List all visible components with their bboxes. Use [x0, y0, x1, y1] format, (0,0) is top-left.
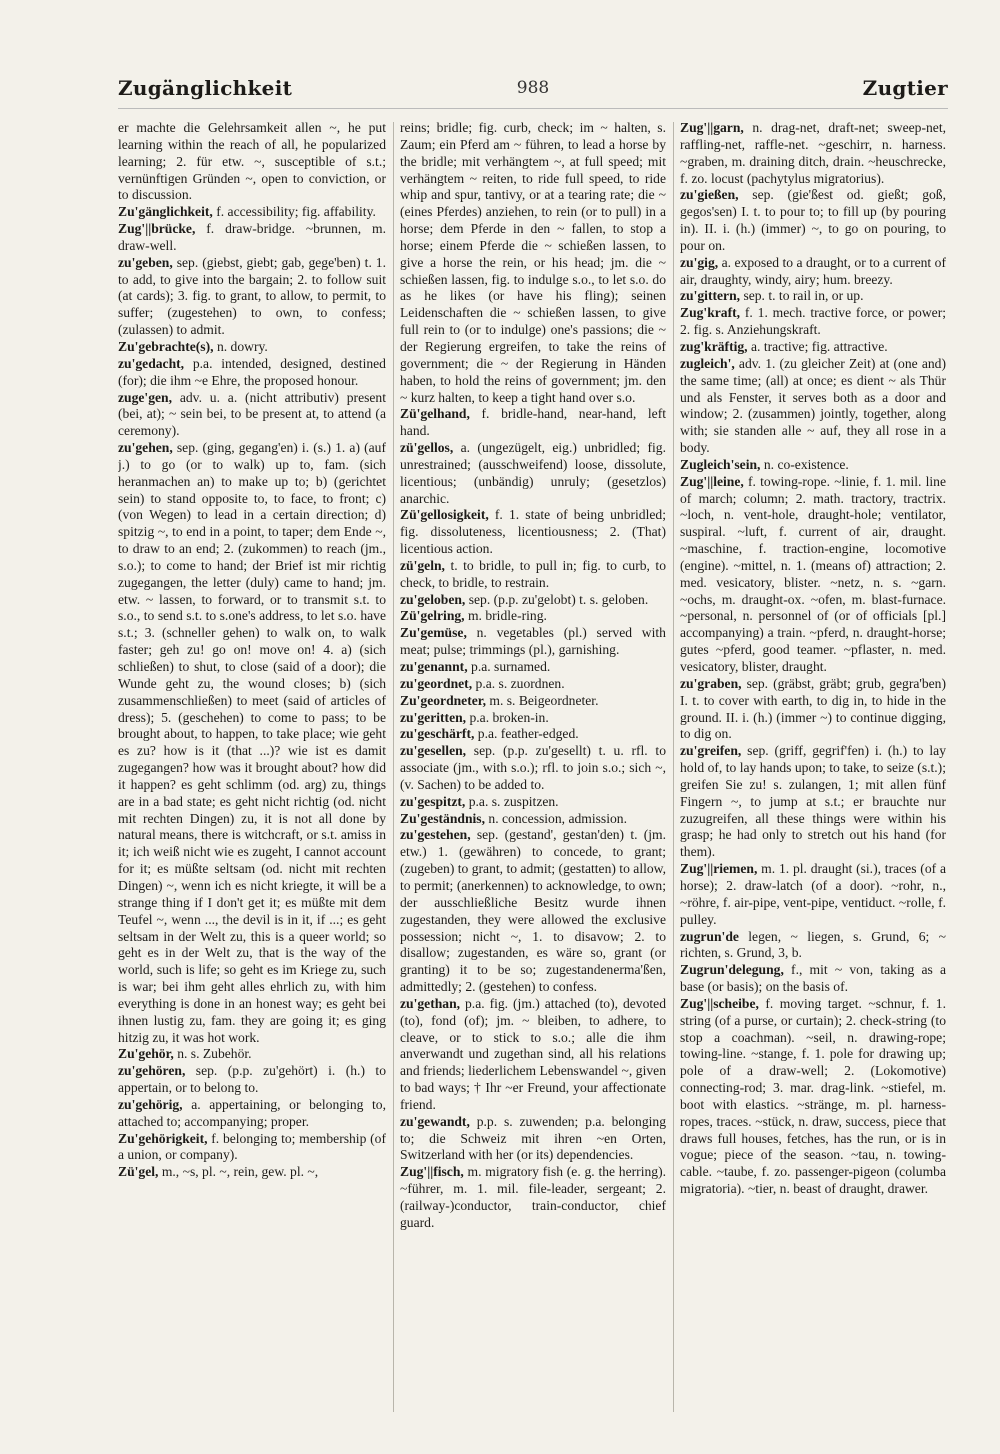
entry-headword: zu'gesellen,: [400, 743, 467, 759]
entry-definition: m. migratory fish (e. g. the herring). ~führer, m. 1. mil. file-leader, sergeant; 2. (railway-)conductor, train-conductor, chief guard.: [400, 1164, 666, 1230]
dictionary-entry: [118, 356, 386, 390]
dictionary-entry: [118, 1097, 386, 1131]
dictionary-entry: [680, 305, 946, 339]
entry-headword: zu'geordnet,: [400, 675, 473, 691]
dictionary-entry: [680, 255, 946, 289]
header-right-catchword: Zugtier: [862, 76, 948, 100]
entry-headword: zugleich',: [680, 355, 735, 371]
entry-headword: zu'gig,: [680, 254, 719, 270]
page-number: 988: [516, 78, 550, 98]
entry-headword: Zu'gebrachte(s),: [118, 338, 214, 354]
entry-headword: zug'kräftig,: [680, 338, 748, 354]
entry-definition: legen, ~ liegen, s. Grund, 6; ~ richten, s. Grund, 3, b.: [680, 928, 946, 961]
dictionary-entry: [118, 339, 386, 356]
entry-definition: sep. (gie'ßest od. gießt; goß, gegos'sen) I. t. to pour to; to fill up (by pouring in). II. i. (h.) (immer) ~, to go on pouring, to pour on.: [680, 187, 946, 253]
entry-headword: zu'greifen,: [680, 743, 742, 759]
dictionary-entry: [118, 1046, 386, 1063]
dictionary-entry: [400, 794, 666, 811]
dictionary-entry: [400, 996, 666, 1114]
dictionary-entry: [680, 474, 946, 676]
dictionary-entry: [680, 962, 946, 996]
column-1: [118, 120, 386, 1435]
entry-headword: zu'gießen,: [680, 187, 739, 203]
header-rule: [118, 108, 948, 109]
entry-definition: sep. (griff, gegrif'fen) i. (h.) to lay hold of, to lay hands upon; to take, to seize (s.t.); greifen Sie zu! s. zulangen, 1; mit allen fünf Fingern ~, to jump at s.t.; er brauchte nur zuzugreifen, all these things were within his grasp; he had only to stretch out his hand (for them).: [680, 743, 946, 860]
column-2: [400, 120, 666, 1435]
entry-headword: Zugleich'sein,: [680, 456, 761, 472]
dictionary-entry: [400, 1114, 666, 1165]
dictionary-entry: [680, 187, 946, 254]
dictionary-entry: [118, 440, 386, 1046]
column-3: [680, 120, 946, 1435]
entry-headword: Zu'gehör,: [118, 1046, 174, 1062]
entry-definition: sep. (gräbst, gräbt; grub, gegra'ben) I. t. to cover with earth, to dig in, to hide in the ground. II. i. (h.) (immer ~) to continue digging, to dig on.: [680, 675, 946, 742]
entry-definition: n. concession, admission.: [488, 810, 627, 826]
entry-headword: Zu'geständnis,: [400, 810, 485, 826]
dictionary-entry: [400, 625, 666, 659]
dictionary-entry: [400, 592, 666, 609]
entry-headword: zu'geritten,: [400, 709, 467, 725]
dictionary-entry: [118, 390, 386, 441]
entry-headword: zu'gethan,: [400, 995, 461, 1011]
entry-headword: Zugrun'delegung,: [680, 962, 784, 978]
entry-headword: zu'geben,: [118, 254, 173, 270]
entry-definition: er machte die Gelehrsamkeit allen ~, he put learning within the reach of all, he popularized learning; 2. für etw. ~, susceptible of s.t.; vernünftigen Gründen ~, open to conviction, or to discussion.: [118, 120, 386, 203]
dictionary-entry: [400, 743, 666, 794]
entry-definition: f. 1. state of being unbridled; fig. dissoluteness, licentiousness; 2. (That) licentious action.: [400, 507, 666, 557]
dictionary-entry: [118, 204, 386, 221]
entry-definition: sep. t. to rail in, or up.: [743, 288, 864, 304]
entry-definition: p.a. feather-edged.: [477, 726, 579, 742]
dictionary-entry: [118, 1164, 386, 1181]
dictionary-entry: [400, 811, 666, 828]
entry-definition: f. 1. mech. tractive force, or power; 2. fig. s. Anziehungskraft.: [680, 305, 946, 338]
entry-definition: adv. 1. (zu gleicher Zeit) at (one and) the same time; (all) at once; es dient ~ als Thür und als Fenster, it serves both as a door and window; 2. (zusammen) jointly, together, along with; sie standen alle ~ auf, they all rose in a body.: [680, 355, 946, 456]
entry-definition: p.a. s. zuspitzen.: [468, 793, 559, 809]
dictionary-entry: [680, 339, 946, 356]
dictionary-entry: [400, 608, 666, 625]
entry-definition: t. to bridle, to pull in; fig. to curb, to check, to bridle, to restrain.: [400, 557, 666, 590]
entry-headword: Zu'gehörigkeit,: [118, 1130, 208, 1146]
dictionary-entry: [400, 507, 666, 558]
entry-headword: Zug'||fisch,: [400, 1164, 464, 1180]
dictionary-entry: [400, 693, 666, 710]
entry-headword: zu'gehen,: [118, 440, 173, 456]
entry-headword: Zug'||riemen,: [680, 861, 758, 877]
entry-headword: Zug'||brücke,: [118, 221, 196, 237]
dictionary-entry: [680, 120, 946, 187]
entry-definition: sep. (ging, gegang'en) i. (s.) 1. a) (auf j.) to go (or to walk) up to, fam. (sich heranmachen an) to make up to; b) (gerichtet sein) to stand opposite to, to face, to front; c) (von Wegen) to lead in a certain direction; d) spitzig ~, to end in a point, to taper; dem Ende ~, to draw to an end; 2. (zukommen) to reach (jm., s.o.); to come to hand; der Brief ist mir richtig zugegangen, the letter (duly) came to hand; jm. etw. ~ lassen, to forward, or to transmit s.t. to s.o., to send s.t. to s.one's address, to let s.o. have s.t.; 3. (schneller gehen) to walk on, to walk faster; geh zu! go on! move on! 4. a) (sich schließen) to shut, to close (said of a door); die Wunde geht zu, the wound closes; b) (sich zusammenschließen) to meet (said of articles of dress); 5. (geschehen) to come to pass; to be brought about, to happen, to take place; wie geht es zu? how is it (that ...)? wie ist es damit zugegangen? how was it brought about? how did it happen? es geht schlimm (od. arg) zu, things are in a bad state; es geht nicht richtig (od. nicht mit rechten Dingen) zu, it is not all done by natural means, there is witchcraft, or s.t. amiss in it; ich weiß nicht wie es zugeht, I cannot account for it; es müßte seltsam (od. nicht mit rechten Dingen) ~, wenn ich es nicht kriegte, it will be a strange thing if I don't get it; es müßte mit dem Teufel ~, wenn ..., the devil is in it, if ...; es geht seltsam in der Welt zu, this is a queer world; so geht es in der Welt zu, that is the way of the world, such is life; so geht es im Kriege zu, such is war; bei ihm geht alles ehrlich zu, with him everything is done in an honest way; es geht bei ihnen lustig zu, fam. they are going it; es ging hitzig zu, it was hot work.: [118, 440, 386, 1045]
entry-headword: zü'gellos,: [400, 440, 454, 456]
dictionary-entry: [680, 288, 946, 305]
dictionary-entry: [118, 221, 386, 255]
entry-headword: zu'gehören,: [118, 1063, 186, 1079]
entry-definition: a. tractive; fig. attractive.: [751, 338, 888, 354]
entry-headword: Zu'gänglichkeit,: [118, 204, 213, 220]
dictionary-entry: [400, 558, 666, 592]
entry-headword: zu'gedacht,: [118, 355, 185, 371]
entry-definition: sep. (giebst, giebt; gab, gege'ben) t. 1. to add, to give into the bargain; 2. to follow suit (at cards); 3. fig. to grant, to allow, to permit, to suffer; (zugestehen) to own, to confess; (zulassen) to admit.: [118, 254, 386, 338]
dictionary-entry: [680, 457, 946, 474]
dictionary-entry: [118, 1131, 386, 1165]
dictionary-entry: [400, 120, 666, 406]
entry-headword: zu'gehörig,: [118, 1096, 183, 1112]
entry-definition: f. bridle-hand, near-hand, left hand.: [400, 406, 666, 439]
entry-definition: a. (ungezügelt, eig.) unbridled; fig. unrestrained; (ausschweifend) loose, dissolute, licentious; (unbändig) unruly; (gesetzlos) anarchic.: [400, 440, 666, 506]
entry-definition: f., mit ~ von, taking as a base (or basis); on the basis of.: [680, 962, 946, 995]
entry-headword: Zü'gellosigkeit,: [400, 507, 489, 523]
entry-headword: zu'graben,: [680, 675, 742, 691]
dictionary-entry: [400, 726, 666, 743]
dictionary-entry: [680, 929, 946, 963]
dictionary-entry: [118, 255, 386, 339]
dictionary-entry: [118, 1063, 386, 1097]
entry-definition: p.p. s. zuwenden; p.a. belonging to; die Schweiz mit ihren ~en Orten, Switzerland with her (or its) dependencies.: [400, 1113, 666, 1163]
entry-definition: n. co-existence.: [763, 456, 849, 472]
entry-definition: f. moving target. ~schnur, f. 1. string (of a purse, or curtain); 2. check-string (to stop a coachman). ~seil, n. drawing-rope; towing-line. ~stange, f. 1. pole for drawing up; pole of a draw-well; 2. (Lokomotive) connecting-rod; 3. mar. drag-link. ~stiefel, m. boot with elastics. ~stränge, m. pl. harness-ropes, traces. ~stück, n. draw, success, piece that draws full houses, fetches, has the run, or is in vogue; piece of the season. ~tau, n. towing-cable. ~taube, f. zo. passenger-pigeon (columba migratoria). ~tier, n. beast of draught, drawer.: [680, 995, 946, 1197]
entry-definition: sep. (gestand', gestan'den) t. (jm. etw.) 1. (gewähren) to concede, to grant; (zugeben) to grant, to admit; (gestatten) to allow, to permit; (anerkennen) to acknowledge, to own; der ausschließliche Besitz wurde ihnen zugestanden, they were allowed the exclusive possession; nicht ~, 1. to disavow; 2. to disallow; zugestanden, es wäre so, grant (or granting) it to be so; zugestandenerma'ßen, admittedly; 2. (gestehen) to confess.: [400, 827, 666, 995]
entry-headword: zu'geschärft,: [400, 726, 475, 742]
entry-headword: Zug'||leine,: [680, 473, 744, 489]
entry-headword: zu'geloben,: [400, 591, 466, 607]
entry-definition: p.a. intended, designed, destined (for); die ihm ~e Ehre, the proposed honour.: [118, 355, 386, 388]
entry-headword: Zü'gelhand,: [400, 406, 470, 422]
entry-definition: p.a. broken-in.: [469, 709, 549, 725]
entry-headword: zugrun'de: [680, 928, 739, 944]
dictionary-entry: [400, 676, 666, 693]
dictionary-entry: [400, 1164, 666, 1231]
page-header: [118, 76, 948, 106]
entry-definition: f. accessibility; fig. affability.: [216, 204, 376, 220]
entry-definition: m. 1. pl. draught (si.), traces (of a horse); 2. draw-latch (of a door). ~rohr, n., ~röhre, f. air-pipe, vent-pipe, ventiduct. ~rolle, f. pulley.: [680, 861, 946, 927]
entry-definition: m. s. Beigeordneter.: [489, 692, 599, 708]
dictionary-entry: [118, 120, 386, 204]
entry-definition: a. exposed to a draught, or to a current of air, draughty, windy, airy; hum. breezy.: [680, 254, 946, 287]
header-left-catchword: Zugänglichkeit: [118, 76, 293, 100]
entry-headword: Zu'gemüse,: [400, 625, 467, 641]
entry-headword: zuge'gen,: [118, 389, 172, 405]
entry-definition: p.a. s. zuordnen.: [475, 675, 565, 691]
column-divider: [673, 122, 674, 1412]
entry-definition: sep. (p.p. zu'gesellt) t. u. rfl. to associate (jm., with s.o.); rfl. to join s.o.; sich ~, (v. Sachen) to be added to.: [400, 743, 666, 792]
dictionary-entry: [400, 827, 666, 995]
entry-definition: adv. u. a. (nicht attributiv) present (bei, at); ~ sein bei, to be present at, to attend (a ceremony).: [118, 389, 386, 439]
entry-definition: a. appertaining, or belonging to, attached to; accompanying; proper.: [118, 1096, 386, 1129]
entry-headword: Zug'||garn,: [680, 120, 744, 135]
entry-definition: p.a. fig. (jm.) attached (to), devoted (to), fond (of); jm. ~ bleiben, to adhere, to cleave, or to stick to s.o.; alle die ihm anverwandt und zugethan sind, all his relations and friends; liederlichem Lebenswandel ~, given to bad ways; † Ihr ~er Freund, your affectionate friend.: [400, 995, 666, 1112]
entry-headword: Zug'kraft,: [680, 305, 741, 321]
entry-definition: reins; bridle; fig. curb, check; im ~ halten, s. Zaum; ein Pferd am ~ führen, to lead a horse by the bridle; mit verhängtem ~, at full speed; mit verhängtem ~ reiten, to ride full speed, to ride whip and spur, tantivy, or at a tearing rate; die ~ (eines Pferdes) anziehen, to rein (or to pull) in a horse; dem Pferde in den ~ fallen, to stop a horse; einem Pferde die ~ schießen lassen, to give a horse the rein, or his head; jm. die ~ schießen lassen, fig. to indulge s.o., to let s.o. do as he likes (or have his fling); seinen Leidenschaften die ~ schießen lassen, to give full rein to (or to indulge) one's passions; die ~ der Regierung ergreifen, to take the reins of government; die ~ der Regierung in Händen haben, to hold the reins of government; jm. den ~ kurz halten, to keep a tight hand over s.o.: [400, 120, 666, 405]
entry-definition: n. vegetables (pl.) served with meat; pulse; trimmings (pl.), garnishing.: [400, 625, 666, 658]
entry-definition: n. drag-net, draft-net; sweep-net, raffling-net, raffle-net. ~geschirr, n. harness. ~graben, m. draining ditch, drain. ~heuschrecke, f. zo. locust (pachytylus migratorius).: [680, 120, 946, 186]
dictionary-entry: [400, 406, 666, 440]
entry-definition: f. belonging to; membership (of a union, or company).: [118, 1130, 386, 1163]
entry-definition: m. bridle-ring.: [467, 608, 547, 624]
dictionary-entry: [680, 861, 946, 928]
entry-headword: zü'geln,: [400, 557, 445, 573]
dictionary-entry: [400, 440, 666, 507]
entry-definition: sep. (p.p. zu'gehört) i. (h.) to appertain, or to belong to.: [118, 1063, 386, 1096]
entry-headword: zu'gittern,: [680, 288, 741, 304]
entry-definition: f. draw-bridge. ~brunnen, m. draw-well.: [118, 221, 386, 253]
dictionary-entry: [680, 356, 946, 457]
entry-headword: zu'genannt,: [400, 659, 468, 674]
dictionary-entry: [400, 659, 666, 676]
entry-definition: n. s. Zubehör.: [177, 1046, 252, 1062]
entry-headword: Zü'gel,: [118, 1164, 159, 1180]
entry-headword: Zü'gelring,: [400, 608, 465, 624]
entry-headword: zu'gewandt,: [400, 1113, 470, 1129]
dictionary-entry: [680, 743, 946, 861]
dictionary-entry: [680, 996, 946, 1198]
entry-definition: p.a. surnamed.: [471, 659, 551, 674]
entry-definition: m., ~s, pl. ~, rein, gew. pl. ~,: [161, 1164, 319, 1180]
entry-definition: n. dowry.: [216, 338, 268, 354]
column-divider: [393, 122, 394, 1412]
entry-headword: Zu'geordneter,: [400, 692, 486, 708]
entry-headword: zu'gespitzt,: [400, 793, 466, 809]
dictionary-entry: [400, 710, 666, 727]
entry-definition: sep. (p.p. zu'gelobt) t. s. geloben.: [468, 591, 649, 607]
entry-definition: f. towing-rope. ~linie, f. 1. mil. line of march; column; 2. math. tractory, tractrix. ~loch, n. vent-hole, draught-hole; ventilator, suspiral. ~luft, f. current of air, draught. ~maschine, f. traction-engine, locomotive (engine). ~mittel, n. 1. (means of) attraction; 2. med. vesicatory, blister. ~netz, n. s. ~garn. ~ochs, m. draught-ox. ~ofen, m. blast-furnace. ~personal, n. personnel of (or of officials [pl.] accompanying) a train. ~pferd, n. draught-horse; gutes ~pferd, good teamer. ~pflaster, n. med. vesicatory, blister, draught.: [680, 473, 946, 674]
entry-headword: zu'gestehen,: [400, 827, 471, 843]
entry-headword: Zug'||scheibe,: [680, 995, 759, 1011]
dictionary-entry: [680, 676, 946, 743]
